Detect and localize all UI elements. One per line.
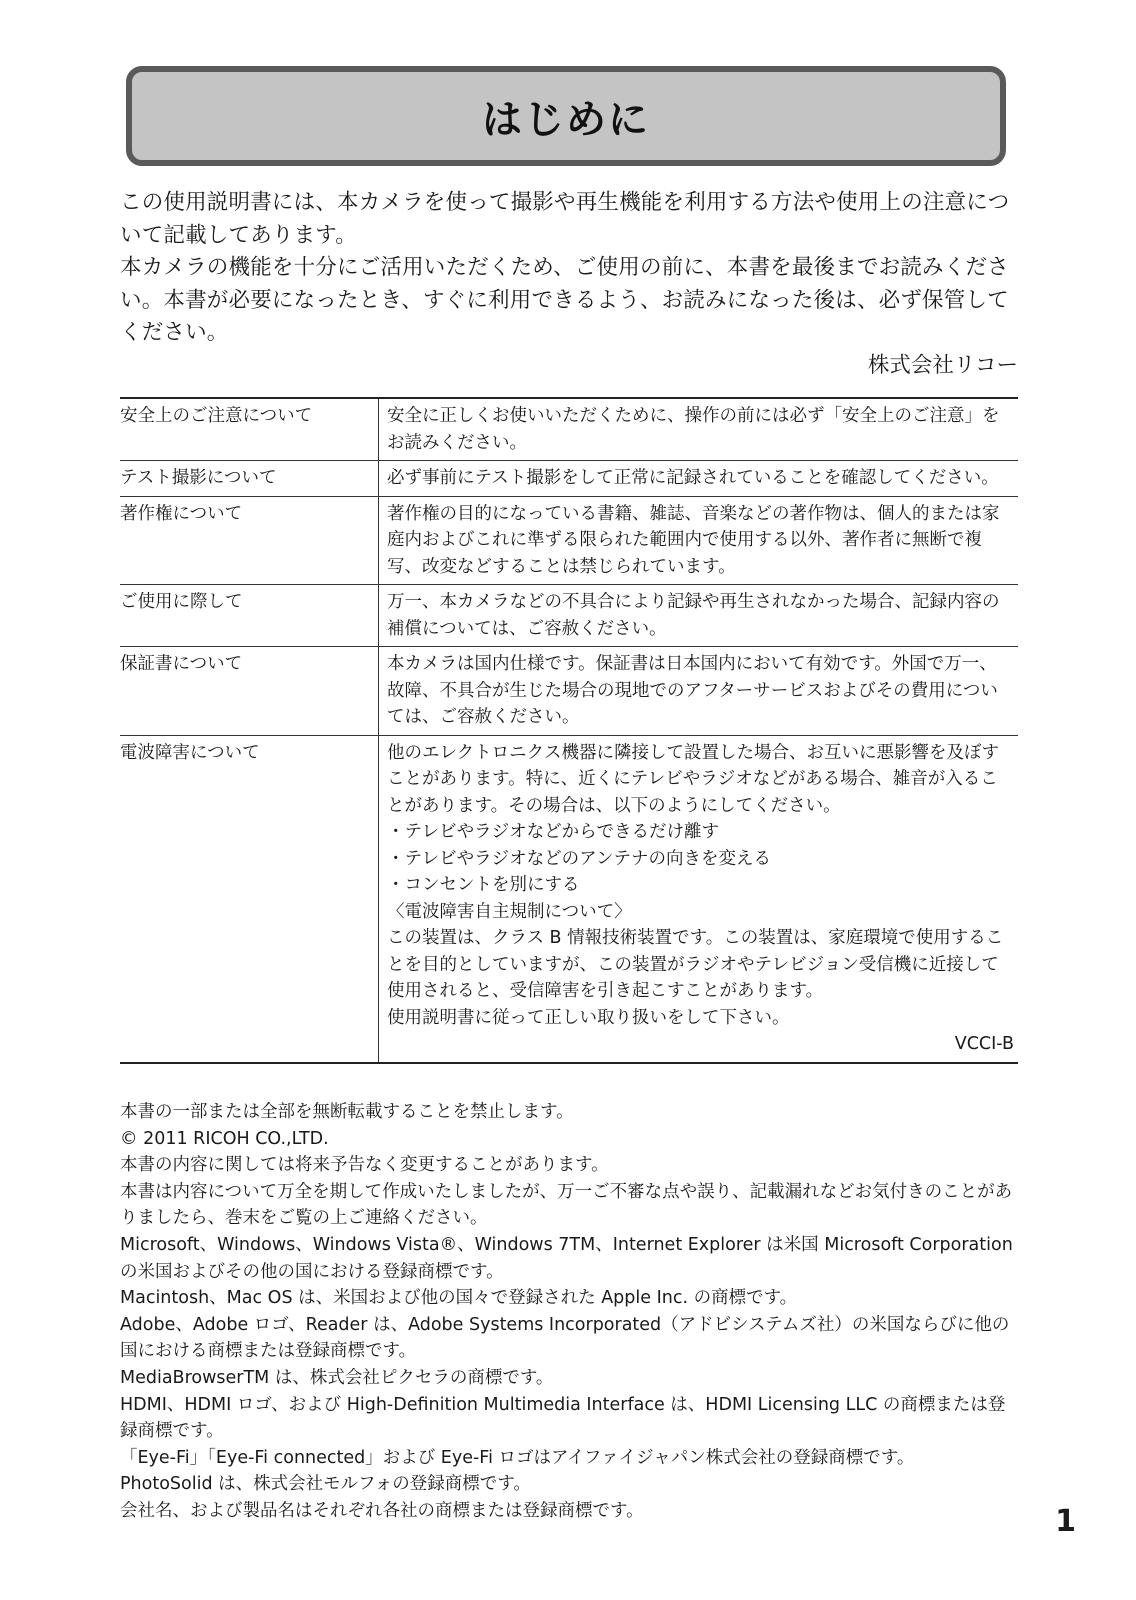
bullet-item: ・コンセントを別にする: [387, 875, 580, 895]
note-text: 著作権の目的になっている書籍、雑誌、音楽などの著作物は、個人的または家庭内およびこれに準ずる限られた範囲内で使用する以外、著作者に無断で複写、改変などすることは禁じられています。: [379, 496, 1019, 585]
note-heading: テスト撮影について: [120, 461, 379, 497]
page-number: 1: [1055, 1504, 1076, 1539]
intro-paragraph-1: この使用説明書には、本カメラを使って撮影や再生機能を利用する方法や使用上の注意について記載してあります。: [120, 190, 1010, 248]
footer-line: 本書は内容について万全を期して作成いたしましたが、万一ご不審な点や誤り、記載漏れなどお気付きのことがありましたら、巻末をご覧の上ご連絡ください。: [120, 1181, 1013, 1229]
footer-line: 本書の内容に関しては将来予告なく変更することがあります。: [120, 1155, 609, 1176]
note-text: 本カメラは国内仕様です。保証書は日本国内において有効です。外国で万一、故障、不具合が生じた場合の現地でのアフターサービスおよびその費用については、ご容赦ください。: [379, 647, 1019, 736]
footer-line: PhotoSolid は、株式会社モルフォの登録商標です。: [120, 1474, 531, 1495]
footer-line: 「Eye-Fi」「Eye-Fi connected」および Eye-Fi ロゴはアイファイジャパン株式会社の登録商標です。: [120, 1447, 915, 1468]
note-text: 万一、本カメラなどの不具合により記録や再生されなかった場合、記録内容の補償については、ご容赦ください。: [379, 585, 1019, 647]
table-row: [120, 647, 1018, 736]
vcci-text: この装置は、クラス B 情報技術装置です。この装置は、家庭環境で使用することを目的としていますが、この装置がラジオやテレビジョン受信機に近接して使用されると、受信障害を引き起こすことがあります。: [387, 928, 1004, 1001]
table-row: [120, 496, 1018, 585]
note-heading: 保証書について: [120, 647, 379, 736]
radio-note-text: 他のエレクトロニクス機器に隣接して設置した場合、お互いに悪影響を及ぼすことがあります。特に、近くにテレビやラジオなどがある場合、雑音が入ることがあります。その場合は、以下のようにしてください。: [387, 742, 999, 816]
page-title: はじめに: [482, 96, 650, 143]
bullet-item: ・テレビやラジオなどのアンテナの向きを変える: [387, 848, 771, 869]
note-heading: 安全上のご注意について: [120, 398, 379, 461]
vcci-mark: VCCI-B: [954, 1034, 1014, 1054]
title-box: [126, 66, 1006, 166]
footer-line: 会社名、および製品名はそれぞれ各社の商標または登録商標です。: [120, 1500, 644, 1521]
intro-section: [120, 187, 1020, 350]
footer-line: © 2011 RICOH CO.,LTD.: [120, 1128, 329, 1149]
intro-paragraph-2: 本カメラの機能を十分にご活用いただくため、ご使用の前に、本書を最後までお読みください。本書が必要になったとき、すぐに利用できるよう、お読みになった後は、必ず保管してください。: [120, 255, 1009, 345]
table-row: [120, 398, 1018, 461]
vcci-subheading: 〈電波障害自主規制について〉: [387, 901, 632, 922]
note-text: 必ず事前にテスト撮影をして正常に記録されていることを確認してください。: [379, 461, 1019, 497]
radio-note-body: [379, 735, 1019, 1063]
table-row: [120, 461, 1018, 497]
note-heading: 著作権について: [120, 496, 379, 585]
note-heading: 電波障害について: [120, 735, 379, 1063]
footer-line: Adobe、Adobe ロゴ、Reader は、Adobe Systems Incorporated（アドビシステムズ社）の米国ならびに他の国における商標または登録商標です。: [120, 1314, 1010, 1362]
table-row: [120, 585, 1018, 647]
footer-notices: [120, 1099, 1020, 1525]
bullet-item: ・テレビやラジオなどからできるだけ離す: [387, 822, 719, 842]
footer-line: MediaBrowserTM は、株式会社ピクセラの商標です。: [120, 1367, 554, 1388]
table-row: [120, 735, 1018, 1063]
footer-line: 本書の一部または全部を無断転載することを禁止します。: [120, 1102, 574, 1122]
company-name: 株式会社リコー: [867, 353, 1018, 378]
vcci-instruction: 使用説明書に従って正しい取り扱いをして下さい。: [387, 1007, 790, 1028]
footer-line: Microsoft、Windows、Windows Vista®、Windows 7TM、Internet Explorer は米国 Microsoft Corporation の米国およびその他の国における登録商標です。: [120, 1234, 1013, 1282]
footer-line: Macintosh、Mac OS は、米国および他の国々で登録された Apple Inc. の商標です。: [120, 1288, 798, 1309]
footer-line: HDMI、HDMI ロゴ、および High-Definition Multimedia Interface は、HDMI Licensing LLC の商標または登録商標です。: [120, 1394, 1006, 1442]
note-text: 安全に正しくお使いいただくために、操作の前には必ず「安全上のご注意」をお読みください。: [379, 398, 1019, 461]
notes-table: [120, 397, 1018, 1064]
note-heading: ご使用に際して: [120, 585, 379, 647]
